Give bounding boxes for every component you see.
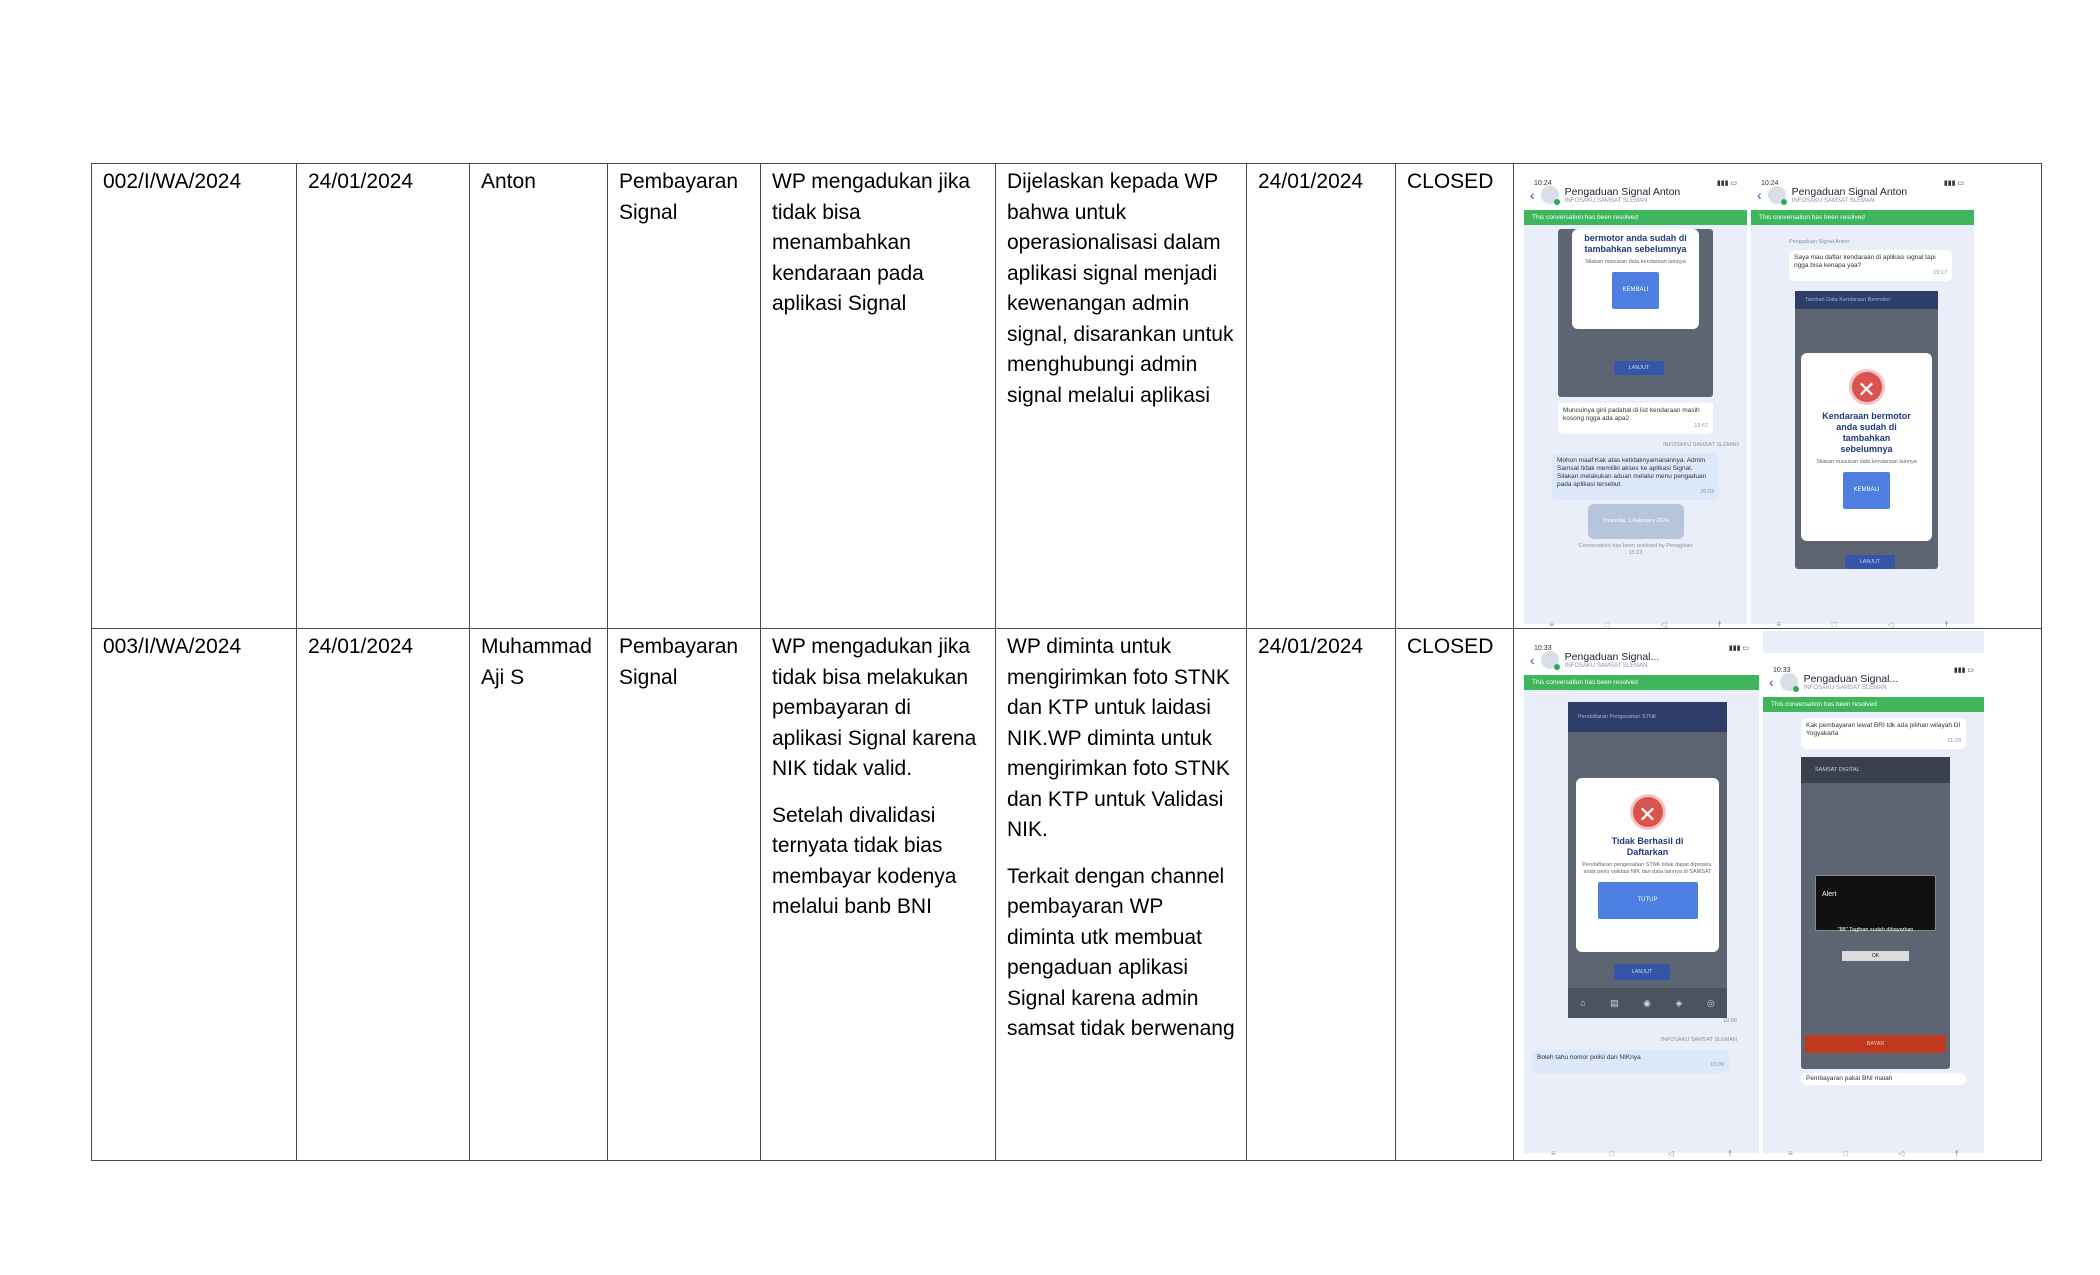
complaint-category: Pembayaran Signal <box>608 629 761 1161</box>
status-time <box>1534 169 1552 177</box>
back-arrow-icon: ‹ <box>1530 651 1535 668</box>
accessibility-icon: ☨ <box>1717 620 1722 629</box>
agent-label: INFOSAKU SAMSAT SLEMAN <box>1663 442 1739 448</box>
user-message: Munculnya gini padahal di list kendaraan masih kosong ngga ada apa2 <box>1563 407 1700 422</box>
home-icon: □ <box>1843 1149 1848 1158</box>
alert-ok-button: OK <box>1842 951 1909 961</box>
resolved-date: 24/01/2024 <box>1247 629 1396 1161</box>
response-paragraph: WP diminta untuk mengirimkan foto STNK dan KTP untuk laidasi NIK.WP diminta untuk mengirimkan foto STNK dan KTP untuk Validasi NIK. <box>1007 635 1230 841</box>
message-time: 10:09 <box>1710 1062 1724 1068</box>
bayar-button: BAYAR <box>1805 1035 1946 1053</box>
complainant-name: Anton <box>470 164 608 629</box>
status-time <box>1761 169 1779 177</box>
scan-icon: ◉ <box>1643 997 1651 1008</box>
home-icon: □ <box>1609 1149 1615 1158</box>
avatar <box>1780 673 1798 691</box>
embedded-app-screenshot <box>1795 291 1938 569</box>
complaint-response <box>996 629 1247 1161</box>
dialog-button: KEMBALI <box>1612 272 1658 309</box>
home-icon: □ <box>1604 620 1610 629</box>
menu-icon: ≡ <box>1549 620 1555 629</box>
home-icon: ⌂ <box>1580 997 1586 1008</box>
resolved-date: 24/01/2024 <box>1247 164 1396 629</box>
status-text: CLOSED <box>1396 629 1514 1161</box>
menu-icon: ≡ <box>1550 1149 1556 1158</box>
dialog-text: Silakan masukan data kendaraan lainnya <box>1585 259 1686 265</box>
phone-screenshot <box>1524 166 1747 629</box>
chat-subtitle: INFOSAKU SAMSAT SLEMAN <box>1791 197 1875 204</box>
lanjut-button: LANJUT <box>1614 964 1670 980</box>
alert-title: Alert <box>1822 891 1837 898</box>
resolved-time: 15:23 <box>1628 549 1643 556</box>
dialog-title: Tidak Berhasil di Daftarkan <box>1611 836 1684 857</box>
evidence-screenshots <box>1514 164 2042 629</box>
table-row <box>92 629 2042 1161</box>
menu-icon: ≡ <box>1776 620 1782 629</box>
avatar <box>1541 186 1559 204</box>
dialog-title: Kendaraan bermotor anda sudah di tambahkan sebelumnya <box>1822 411 1911 454</box>
dialog-text: Silakan masukan data kendaraan lainnya <box>1816 459 1917 465</box>
chat-subtitle: INFOSAKU SAMSAT SLEMAN <box>1803 684 1887 691</box>
status-time <box>1534 634 1552 642</box>
accessibility-icon: ☨ <box>1954 1149 1959 1158</box>
back-icon: ◁ <box>1660 620 1667 629</box>
response-paragraph: Dijelaskan kepada WP bahwa untuk operasionalisasi dalam aplikasi signal menjadi kewenangan admin signal, disarankan untuk menghubungi admin signal melalui aplikasi <box>1007 170 1234 407</box>
complaint-paragraph: WP mengadukan jika tidak bisa melakukan pembayaran di aplikasi Signal karena NIK tidak valid. <box>772 635 977 780</box>
chat-subtitle: INFOSAKU SAMSAT SLEMAN <box>1564 662 1648 669</box>
complaint-description <box>761 629 996 1161</box>
message-time: 10:06 <box>1723 1018 1737 1024</box>
evidence-screenshots <box>1514 629 2042 1161</box>
resolved-banner: This conversation has been resolved <box>1763 697 1984 712</box>
chat-title: Pengaduan Signal Anton <box>1564 185 1681 198</box>
sender-label: Pengaduan Signal Anton <box>1789 239 1850 245</box>
message-time: 19:17 <box>1933 270 1947 276</box>
accessibility-icon: ☨ <box>1944 620 1949 629</box>
agent-message: Boleh tahu nomor polisi dan NIKnya <box>1537 1054 1641 1061</box>
ticket-id: 003/I/WA/2024 <box>92 629 297 1161</box>
resolved-banner: This conversation has been resolved <box>1524 210 1747 225</box>
app-header: Pendaftaran Pengesahan STNK <box>1568 702 1727 732</box>
phone-screenshot <box>1524 631 1759 1158</box>
complaint-date: 24/01/2024 <box>297 164 470 629</box>
complaint-paragraph: Setelah divalidasi ternyata tidak bias membayar kodenya melalui banb BNI <box>772 803 957 918</box>
complaint-description <box>761 164 996 629</box>
chat-subtitle: INFOSAKU SAMSAT SLEMAN <box>1564 197 1648 204</box>
chat-title: Pengaduan Signal Anton <box>1791 185 1908 198</box>
dialog-text: Pendaftaran pengesahan STNK tidak dapat diproses, anda perlu validasi NIK dan data lainnya di SAMSAT <box>1582 862 1713 875</box>
table-row <box>92 164 2042 629</box>
resolved-banner: This conversation has been resolved <box>1751 210 1974 225</box>
signal-battery-icon <box>1717 169 1737 177</box>
complaint-category: Pembayaran Signal <box>608 164 761 629</box>
chat-title: Pengaduan Signal... <box>1564 650 1660 663</box>
date-separator: Thursday, 1 February 2024 <box>1588 504 1684 539</box>
response-paragraph: Terkait dengan channel pembayaran WP diminta utk membuat pengaduan aplikasi Signal karena admin samsat tidak berwenang <box>1007 864 1235 1040</box>
back-icon: ◁ <box>1667 1149 1674 1158</box>
app-header: Tambah Data Kendaraan Bermotor <box>1795 291 1938 309</box>
message-time: 20:03 <box>1700 489 1714 495</box>
signal-battery-icon <box>1954 656 1974 664</box>
phone-screenshot <box>1763 631 1984 1158</box>
lanjut-button: LANJUT <box>1845 555 1895 569</box>
complaint-table <box>91 163 2042 1161</box>
message-time: 19:57 <box>1694 423 1708 429</box>
dialog-button: TUTUP <box>1598 882 1698 919</box>
tag-icon: ◈ <box>1675 997 1683 1008</box>
app-header: SAMSAT DIGITAL <box>1801 757 1950 783</box>
lanjut-button: LANJUT <box>1614 361 1664 375</box>
user-message: Pembayaran pakai BNI malah <box>1801 1073 1966 1085</box>
accessibility-icon: ☨ <box>1727 1149 1733 1158</box>
signal-battery-icon <box>1944 169 1964 177</box>
user-message: Kak pembayaran lewat BRI tdk ada pilihan wilayah DI Yogyakarta <box>1806 722 1961 737</box>
agent-message: Mohon maaf Kak atas ketidaknyamanannya. Admin Samsat tidak memiliki akses ke aplikasi Signal. Silakan melakukan aduan melalui menu pengaduan pada aplikasi tersebut. <box>1557 457 1707 488</box>
embedded-app-screenshot <box>1801 757 1950 1069</box>
complaint-response <box>996 164 1247 629</box>
chat-title: Pengaduan Signal... <box>1803 672 1899 685</box>
status-text: CLOSED <box>1396 164 1514 629</box>
complaint-date: 24/01/2024 <box>297 629 470 1161</box>
complainant-name: Muhammad Aji S <box>470 629 608 1161</box>
status-time <box>1773 656 1791 664</box>
dialog-button: KEMBALI <box>1843 472 1889 509</box>
error-x-icon: ✕ <box>1849 369 1885 405</box>
alert-text: "88" Tagihan sudah dibayarkan <box>1837 926 1914 933</box>
user-message: Saya mau daftar kendaraan di aplikasi signal tapi ngga bisa kenapa yaa? <box>1794 254 1936 269</box>
complaint-paragraph: WP mengadukan jika tidak bisa menambahkan kendaraan pada aplikasi Signal <box>772 170 971 315</box>
avatar <box>1541 651 1559 669</box>
home-icon: □ <box>1831 620 1837 629</box>
dialog-title: bermotor anda sudah di tambahkan sebelumnya <box>1584 233 1687 254</box>
document-icon: ▤ <box>1610 997 1619 1008</box>
phone-screenshot <box>1751 166 1974 629</box>
signal-battery-icon <box>1729 634 1749 642</box>
menu-icon: ≡ <box>1788 1149 1793 1158</box>
back-icon: ◁ <box>1898 1149 1905 1158</box>
error-x-icon: ✕ <box>1630 794 1666 830</box>
back-icon: ◁ <box>1887 620 1894 629</box>
back-arrow-icon: ‹ <box>1530 186 1535 203</box>
embedded-app-screenshot <box>1558 229 1713 397</box>
back-arrow-icon: ‹ <box>1769 673 1774 690</box>
embedded-app-screenshot <box>1568 702 1727 1018</box>
profile-icon: ◎ <box>1706 997 1715 1008</box>
ticket-id: 002/I/WA/2024 <box>92 164 297 629</box>
resolved-note: Conversation has been resolved by Penagihan <box>1578 542 1693 549</box>
avatar <box>1768 186 1786 204</box>
agent-label: INFOSAKU SAMSAT SLEMAN <box>1661 1037 1737 1043</box>
resolved-banner: This conversation has been resolved <box>1524 675 1759 690</box>
back-arrow-icon: ‹ <box>1757 186 1762 203</box>
message-time: 21:29 <box>1947 738 1961 744</box>
